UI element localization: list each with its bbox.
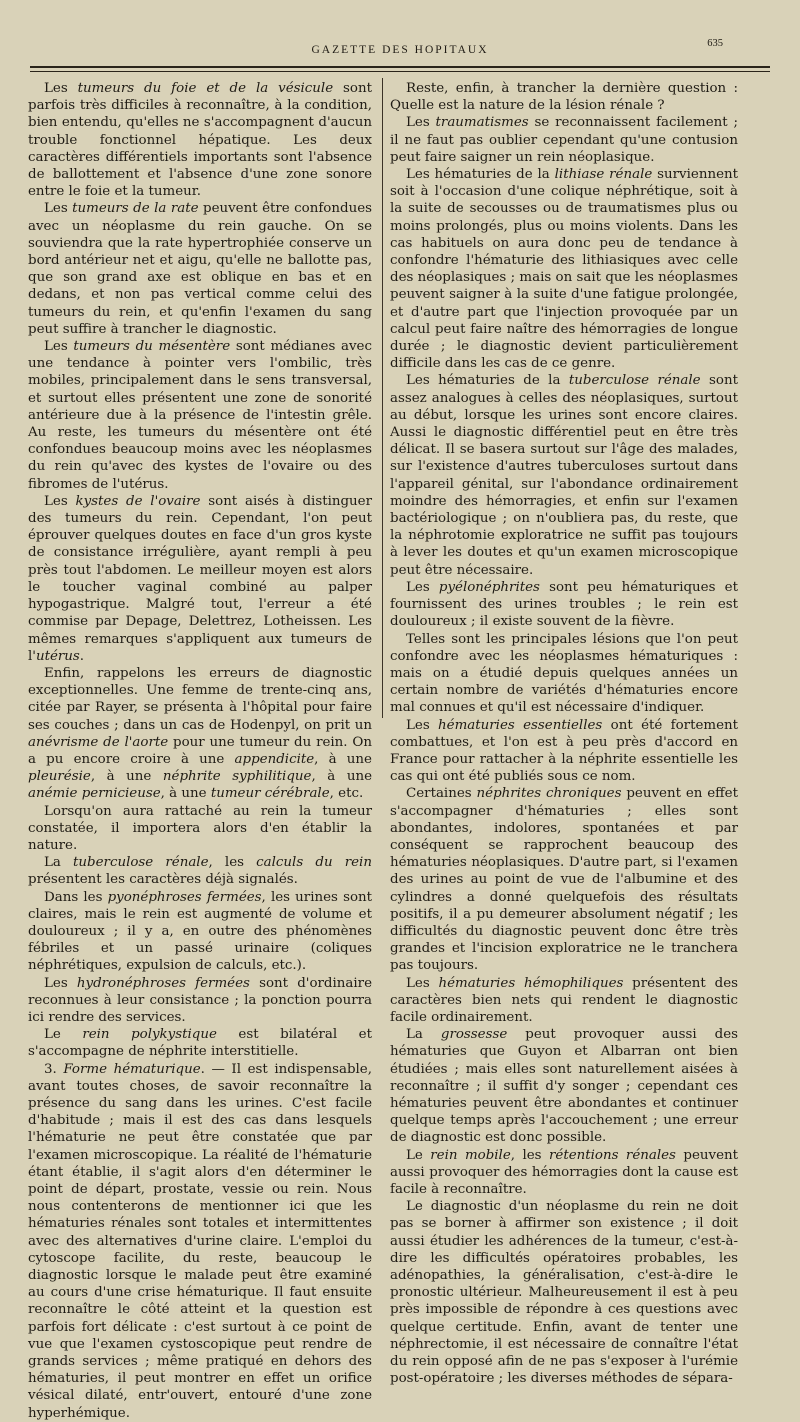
- text-run: se reconnaissent facilement ; il ne faut pas oublier cependant qu'une contusion peut faire saigner un rein néoplasique.: [390, 115, 738, 165]
- paragraph: [390, 114, 738, 166]
- text-run: , les: [208, 855, 257, 871]
- italic-term: anémie pernicieuse: [28, 786, 161, 802]
- italic-term: pyonéphroses fermées: [107, 889, 262, 905]
- text-run: , etc.: [329, 786, 364, 802]
- text-run: Les: [406, 975, 439, 991]
- text-run: sont médianes avec une tendance à pointer vers l'ombilic, très mobiles, principalement dans le sens transversal, et surtout elles présentent une zone de sonorité antérieure due à la présence de l'intestin grêle. Au reste, les tumeurs du mésentère ont été confondues beaucoup moins avec les néoplasmes du rein qu'avec des kystes de l'ovaire ou des fibromes de l'utérus.: [28, 339, 372, 492]
- column-divider: [382, 78, 383, 718]
- text-run: , les: [510, 1147, 549, 1163]
- paragraph: [390, 166, 738, 372]
- italic-term: utérus: [35, 648, 80, 664]
- text-run: , à une: [160, 786, 211, 802]
- text-run: peuvent en effet s'accompagner d'hématuries ; elles sont abondantes, indolores, spontanées et par conséquent se rapprochent beaucoup des hématuries néoplasiques. D'autre part, si l'examen des urines au point de vue de l'albumine et des cylindres a donné quelquefois des résultats positifs, il a pu demeurer absolument négatif ; les difficultés du diagnostic peuvent donc être très grandes et l'incision exploratrice ne le tranchera pas toujours.: [390, 786, 738, 974]
- paragraph: [390, 372, 738, 578]
- text-run: Les: [406, 717, 439, 733]
- text-run: sont assez analogues à celles des néoplasiques, surtout au début, lorsque les urines sont encore claires. Aussi le diagnostic différentiel peut en être très délicat. Il se basera surtout sur l'âge des malades, sur l'existence d'autres tuberculoses surtout dans l'appareil génital, sur l'abondance ordinairement moindre des hémorragies, et enfin sur l'examen bactériologique ; on n'oubliera pas, du reste, que la néphrotomie exploratrice ne suffit pas toujours à lever les doutes et qu'un examen microscopique peut être nécessaire.: [390, 373, 738, 578]
- text-run: peuvent être confondues avec un néoplasme du rein gauche. On se souviendra que la rate hypertrophiée conserve un bord antérieur net et aigu, qu'elle ne ballotte pas, que son grand axe est oblique en bas et en dedans, et non pas vertical comme celui des tumeurs du rein, et qu'enfin l'examen du sang peut suffire à trancher le diagnostic.: [28, 201, 372, 337]
- text-run: Les: [44, 81, 78, 96]
- text-run: peuvent aussi provoquer des hémorragies dont la cause est facile à reconnaître.: [390, 1147, 738, 1197]
- italic-term: grossesse: [440, 1027, 508, 1043]
- paragraph: [28, 854, 372, 888]
- text-run: peut provoquer aussi des hématuries que Guyon et Albarran ont bien étudiées ; mais elles sont naturellement aisées à reconnaître ; il suffit d'y songer ; cependant ces hématuries peuvent être abondantes et continuer quelque temps après l'accouchement ; une erreur de diagnostic est donc possible.: [390, 1027, 738, 1146]
- italic-term: tuberculose rénale: [568, 373, 701, 389]
- italic-term: pyélonéphrites: [438, 579, 540, 595]
- text-run: Les: [44, 975, 77, 991]
- text-run: Certaines: [406, 786, 477, 802]
- italic-term: hématuries essentielles: [438, 717, 603, 733]
- paragraph: [390, 631, 738, 717]
- italic-term: tuberculose rénale: [73, 855, 209, 871]
- left-column: [28, 80, 372, 1422]
- text-run: Les: [44, 493, 76, 509]
- text-run: Enfin, rappelons les erreurs de diagnostic exceptionnelles. Une femme de trente-cinq ans, citée par Rayer, se présenta à l'hôpital pour faire ses couches ; dans un cas de Hodenpyl, on prit un: [28, 665, 372, 733]
- italic-term: rein polykystique: [82, 1027, 217, 1043]
- paragraph: [28, 803, 372, 855]
- italic-term: anévrisme de l'aorte: [28, 734, 169, 750]
- paragraph: [28, 1061, 372, 1422]
- text-run: Dans les: [44, 889, 108, 905]
- text-run: Les: [406, 115, 436, 131]
- paragraph: [28, 889, 372, 975]
- text-run: La: [44, 855, 74, 871]
- text-run: , les urines sont claires, mais le rein est augmenté de volume et douloureux ; il y a, en outre des phénomènes fébriles et un passé urinaire (coliques néphrétiques, expulsion de calculs, etc.).: [28, 889, 373, 974]
- text-run: est bilatéral et s'accompagne de néphrite interstitielle.: [28, 1027, 372, 1060]
- italic-term: tumeurs du mésentère: [73, 339, 231, 355]
- text-run: . — Il est indispensable, avant toutes choses, de savoir reconnaître la présence du sang dans les urines. C'est facile d'habitude ; mais il est des cas dans lesquels l'hématurie ne peut être constatée que par l'examen microscopique. La réalité de l'hématurie étant établie, il s'agit alors d'en déterminer le point de départ, prostate, vessie ou rein. Nous nous contenterons de mentionner ici que les hématuries rénales sont totales et intermittentes avec des alternatives d'urine claire. L'emploi du cytoscope facilite, du reste, beaucoup le diagnostic lorsque le malade peut être examiné au cours d'une crise hématurique. Il faut ensuite reconnaître le côté atteint et la question est parfois fort délicate : c'est surtout à ce point de vue que l'examen cystoscopique peut rendre de grands services ; même pratiqué en dehors des hématuries, il peut montrer en effet un orifice vésical dilaté, entr'ouvert, entouré d'une zone hyperhémique.: [28, 1061, 372, 1421]
- header-rule-thin: [30, 71, 770, 72]
- page-number: 635: [707, 38, 723, 49]
- text-run: présentent des caractères bien nets qui rendent le diagnostic facile ordinairement.: [390, 975, 738, 1025]
- text-run: Les hématuries de la: [406, 373, 569, 389]
- text-run: Telles sont les principales lésions que l'on peut confondre avec les néoplasmes hématuriques : mais on a étudié depuis quelques années un certain nombre de variétés d'hématuries encore mal connues et qu'il est nécessaire d'indiquer.: [390, 631, 738, 716]
- italic-term: Forme hématurique: [63, 1061, 201, 1077]
- text-run: Le: [44, 1027, 83, 1043]
- text-run: Les: [44, 339, 74, 355]
- italic-term: tumeurs de la rate: [72, 201, 199, 217]
- journal-title: GAZETTE DES HOPITAUX: [311, 44, 489, 56]
- paragraph: [28, 493, 372, 665]
- paragraph: [390, 975, 738, 1027]
- paragraph: [390, 1147, 738, 1199]
- italic-term: appendicite: [234, 751, 315, 767]
- text-run: , à une: [90, 769, 163, 785]
- paragraph: [390, 717, 738, 786]
- right-column: [390, 80, 738, 1387]
- italic-term: calculs du rein: [256, 855, 372, 871]
- text-run: Le diagnostic d'un néoplasme du rein ne doit pas se borner à affirmer son existence ; il doit aussi étudier les adhérences de la tumeur, c'est-à-dire les difficultés opératoires probables, les adénopathies, la généralisation, c'est-à-dire le pronostic ultérieur. Malheureusement il est à peu près impossible de répondre à ces questions avec quelque certitude. Enfin, avant de tenter une néphrectomie, il est nécessaire de connaître l'état du rein opposé afin de ne pas s'exposer à l'urémie post-opératoire ; les diverses méthodes de sépara-: [390, 1199, 738, 1387]
- italic-term: pleurésie: [28, 769, 91, 785]
- text-run: présentent les caractères déjà signalés.: [28, 872, 298, 888]
- italic-term: kystes de l'ovaire: [75, 493, 201, 509]
- paragraph: [390, 1026, 738, 1146]
- paragraph: [28, 1026, 372, 1060]
- header-rule-thick: [30, 66, 770, 68]
- text-run: pour une tumeur du rein. On a pu encore croire à une: [28, 734, 372, 767]
- paragraph: [390, 80, 738, 114]
- italic-term: néphrite syphilitique: [162, 769, 312, 785]
- text-run: sont d'ordinaire reconnues à leur consistance ; la ponction pourra ici rendre des services.: [28, 975, 372, 1025]
- paragraph: [28, 338, 372, 493]
- text-run: Les: [44, 201, 73, 217]
- text-run: 3.: [44, 1061, 64, 1077]
- text-run: sont parfois très difficiles à reconnaître, à la condition, bien entendu, qu'elles ne s'accompagnent d'aucun trouble fonctionnel hépatique. Les deux caractères différentiels importants sont l'absence de ballottement et l'absence d'une zone sonore entre le foie et la tumeur.: [28, 81, 372, 200]
- italic-term: hématuries hémophiliques: [438, 975, 624, 991]
- paragraph: [28, 200, 372, 338]
- text-run: surviennent soit à l'occasion d'une colique néphrétique, soit à la suite de secousses ou de traumatismes plus ou moins prolongés, plus ou moins violents. Dans les cas habituels on aura donc peu de tendance à confondre l'hématurie des lithiasiques avec celle des néoplasiques ; mais on sait que les néoplasmes peuvent saigner à la suite d'une fatigue prolongée, et d'autre part que l'injection provoquée par un calcul peut faire naître des hémorragies de longue durée ; le diagnostic devient particulièrement difficile dans les cas de ce genre.: [390, 167, 738, 372]
- italic-term: hydronéphroses fermées: [76, 975, 250, 991]
- text-run: sont aisés à distinguer des tumeurs du rein. Cependant, l'on peut éprouver quelques doutes en face d'un gros kyste de consistance irrégulière, ayant rempli à peu près tout l'abdomen. Le meilleur moyen est alors le toucher vaginal combiné au palper hypogastrique. Malgré tout, l'erreur a été commise par Depage, Delettrez, Lotheissen. Les mêmes remarques s'appliquent aux tumeurs de l': [28, 493, 373, 664]
- text-run: Les hématuries de la: [406, 167, 555, 183]
- text-run: Lorsqu'on aura rattaché au rein la tumeur constatée, il importera alors d'en établir la nature.: [28, 803, 372, 853]
- italic-term: tumeur cérébrale: [210, 786, 330, 802]
- italic-term: lithiase rénale: [554, 167, 653, 183]
- text-run: Le: [406, 1147, 431, 1163]
- paragraph: [390, 579, 738, 631]
- italic-term: néphrites chroniques: [476, 786, 622, 802]
- italic-term: traumatismes: [435, 115, 529, 131]
- italic-term: rein mobile: [430, 1147, 511, 1163]
- italic-term: tumeurs du foie et de la vésicule: [77, 81, 334, 96]
- italic-term: rétentions rénales: [549, 1147, 676, 1163]
- paragraph: [390, 785, 738, 974]
- paragraph: [28, 665, 372, 803]
- text-run: ont été fortement combattues, et l'on est à peu près d'accord en France pour rattacher à la néphrite essentielle les cas qui ont été publiés sous ce nom.: [390, 717, 739, 785]
- text-run: , à une: [314, 751, 372, 767]
- text-run: sont peu hématuriques et fournissent des urines troubles ; le rein est douloureux ; il existe souvent de la fièvre.: [390, 579, 738, 630]
- text-run: La: [406, 1027, 441, 1043]
- paragraph: [28, 975, 372, 1027]
- paragraph: [390, 1198, 738, 1387]
- text-run: , à une: [311, 769, 372, 785]
- paragraph: [28, 80, 372, 200]
- text-run: Les: [406, 579, 439, 595]
- text-run: Reste, enfin, à trancher la dernière question : Quelle est la nature de la lésion rénale ?: [390, 81, 738, 114]
- text-run: .: [79, 648, 85, 664]
